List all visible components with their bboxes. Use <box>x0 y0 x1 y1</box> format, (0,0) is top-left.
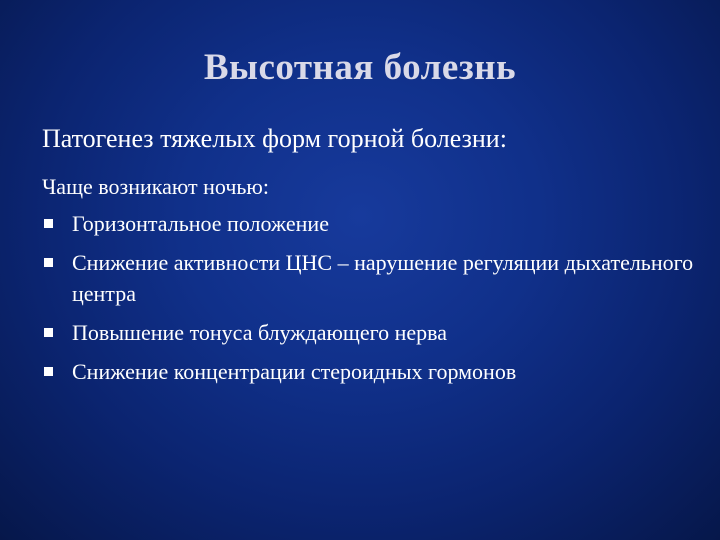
square-bullet-icon <box>44 367 53 376</box>
square-bullet-icon <box>44 219 53 228</box>
bullet-text: Повышение тонуса блуждающего нерва <box>72 320 447 345</box>
slide-title: Высотная болезнь <box>203 47 517 88</box>
lead-text: Чаще возникают ночью: <box>42 174 269 199</box>
bullet-item <box>42 247 702 309</box>
square-bullet-icon <box>44 258 53 267</box>
bullet-list <box>42 208 702 395</box>
bullet-text: Снижение концентрации стероидных гормонов <box>72 359 517 384</box>
bullet-item <box>42 356 702 387</box>
bullet-text: Горизонтальное положение <box>72 211 329 236</box>
bullet-item <box>42 317 702 348</box>
bullet-item <box>42 208 702 239</box>
slide-subtitle: Патогенез тяжелых форм горной болезни: <box>42 124 507 153</box>
bullet-text: Снижение активности ЦНС – нарушение регуляции дыхательного центра <box>72 250 694 306</box>
square-bullet-icon <box>44 328 53 337</box>
